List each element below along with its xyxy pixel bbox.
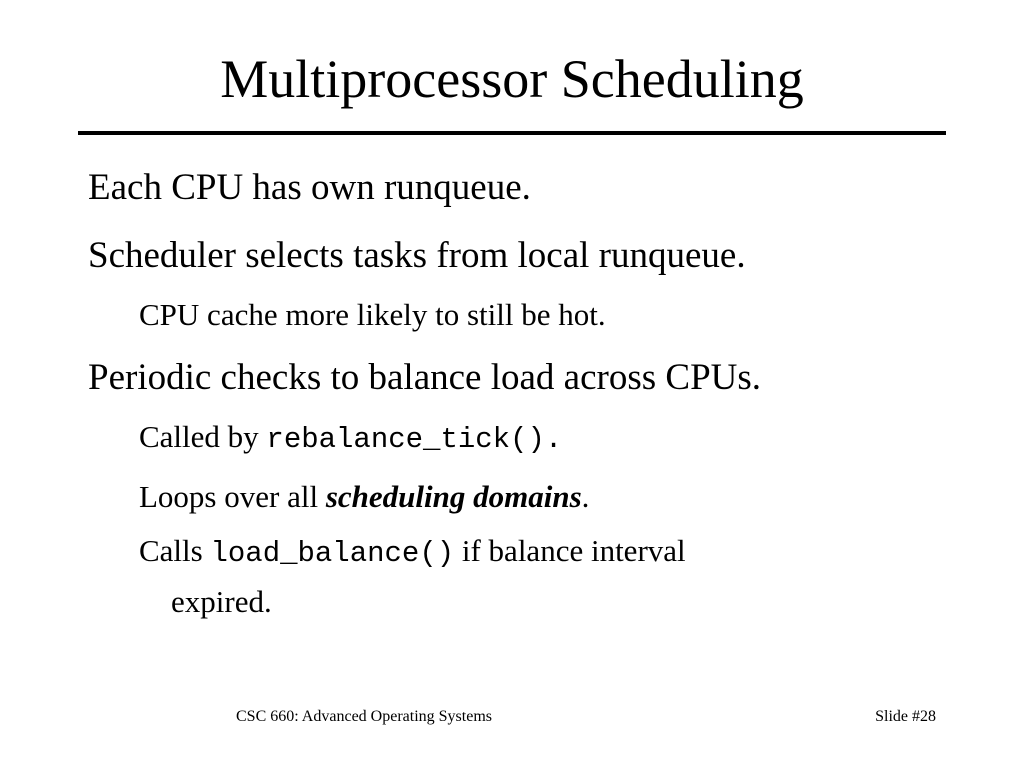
title-underline: [78, 131, 946, 135]
loops-over-text: Loops over all: [139, 479, 326, 514]
bullet-balance-load: Periodic checks to balance load across CPUs.: [88, 357, 762, 398]
sub-bullet-load-balance: [139, 527, 686, 578]
scheduling-domains-emphasis: scheduling domains: [325, 479, 582, 514]
sub-bullet-called-by: [139, 413, 562, 464]
period-text: .: [581, 479, 590, 514]
sub-bullet-scheduling-domains: [139, 473, 589, 521]
sub-bullet-cache-hot: CPU cache more likely to still be hot.: [139, 297, 606, 332]
load-balance-code: load_balance(): [210, 537, 455, 570]
sub-bullet-expired-continuation: expired.: [171, 584, 272, 619]
called-by-text: Called by: [139, 419, 267, 454]
bullet-local-runqueue: Scheduler selects tasks from local runqueue.: [88, 235, 746, 276]
calls-text: Calls: [139, 533, 211, 568]
bullet-own-runqueue: Each CPU has own runqueue.: [88, 167, 531, 208]
footer-slide-number: Slide #28: [875, 708, 936, 725]
slide-title: Multiprocessor Scheduling: [220, 49, 804, 109]
balance-interval-text: if balance interval: [454, 533, 686, 568]
rebalance-tick-code: rebalance_tick().: [266, 423, 563, 456]
footer-course: CSC 660: Advanced Operating Systems: [236, 708, 492, 725]
